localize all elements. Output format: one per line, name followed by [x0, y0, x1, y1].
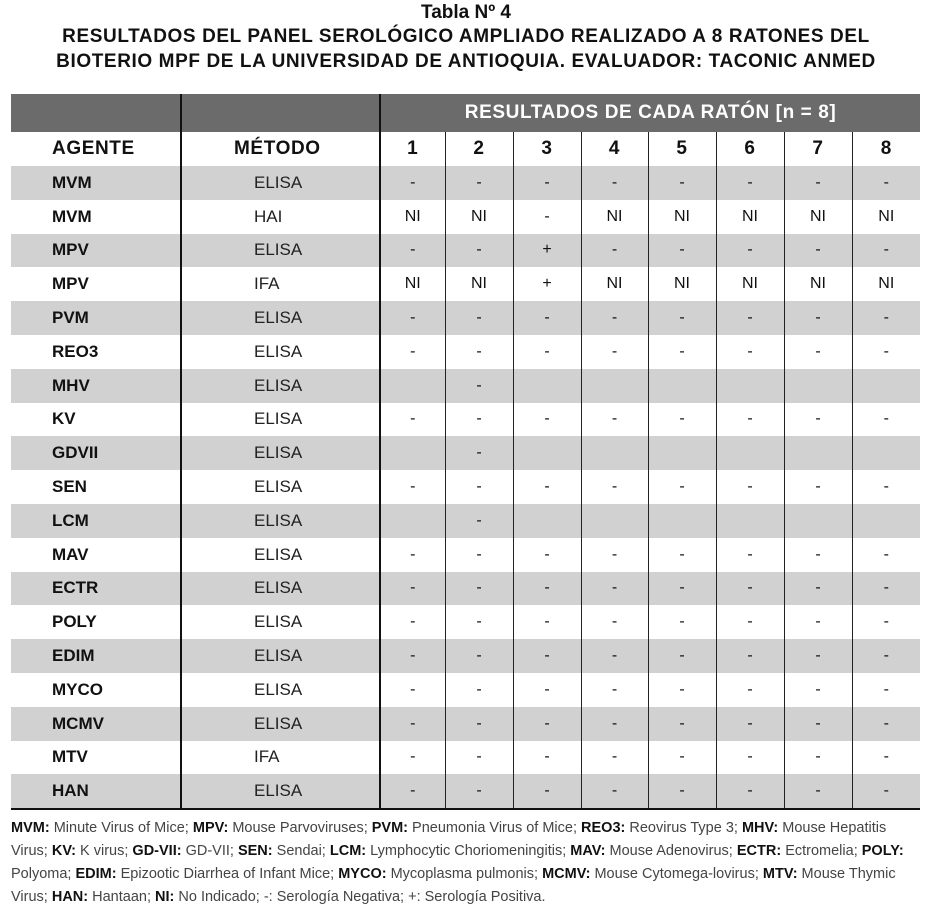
result-cell: -: [380, 774, 445, 809]
footnote-abbreviation: GD-VII:: [132, 843, 182, 859]
result-cell: -: [581, 301, 648, 335]
table-row: [11, 741, 920, 775]
result-cell: NI: [852, 267, 920, 301]
result-cell: -: [581, 470, 648, 504]
result-cell: -: [513, 403, 581, 437]
result-cell: [581, 369, 648, 403]
footnote-description: Mouse Cytomega-lovirus;: [590, 866, 763, 882]
method-cell: ELISA: [181, 436, 380, 470]
footnote-abbreviation: SEN:: [237, 843, 273, 859]
result-cell: -: [513, 166, 581, 200]
result-cell: NI: [581, 200, 648, 234]
agent-cell: LCM: [11, 504, 181, 538]
result-cell: -: [852, 166, 920, 200]
result-cell: -: [716, 538, 784, 572]
result-cell: -: [852, 774, 920, 809]
column-header-row: [11, 132, 920, 166]
footnote-abbreviation: POLY:: [861, 843, 904, 859]
footnote-abbreviation: MAV:: [570, 843, 606, 859]
result-cell: NI: [581, 267, 648, 301]
agent-cell: PVM: [11, 301, 181, 335]
result-cell: NI: [852, 200, 920, 234]
result-cell: -: [380, 403, 445, 437]
footnote-abbreviation: MVM:: [11, 820, 50, 836]
result-cell: [716, 504, 784, 538]
result-cell: -: [716, 673, 784, 707]
result-cell: +: [513, 234, 581, 268]
agent-cell: HAN: [11, 774, 181, 809]
result-cell: -: [380, 470, 445, 504]
result-cell: -: [648, 673, 716, 707]
table-row: [11, 301, 920, 335]
table-row: [11, 369, 920, 403]
footnote-description: Hantaan;: [88, 889, 156, 905]
result-cell: -: [852, 741, 920, 775]
result-cell: [513, 436, 581, 470]
results-header-band: [11, 94, 920, 132]
table-title-line-1: RESULTADOS DEL PANEL SEROLÓGICO AMPLIADO REALIZADO A 8 RATONES DEL: [62, 26, 870, 47]
result-cell: -: [716, 166, 784, 200]
table-row: [11, 605, 920, 639]
result-cell: -: [784, 470, 852, 504]
result-cell: [648, 369, 716, 403]
result-cell: [784, 436, 852, 470]
result-cell: -: [716, 572, 784, 606]
result-cell: -: [513, 707, 581, 741]
table-row: [11, 572, 920, 606]
result-cell: NI: [784, 200, 852, 234]
result-cell: [380, 436, 445, 470]
result-cell: -: [513, 538, 581, 572]
table-row: [11, 673, 920, 707]
footnote-abbreviation: LCM:: [329, 843, 367, 859]
result-cell: -: [716, 741, 784, 775]
mouse-number-header: 8: [852, 132, 920, 166]
footnote-abbreviation: MTV:: [762, 866, 798, 882]
method-cell: ELISA: [181, 403, 380, 437]
table-row: [11, 538, 920, 572]
footnote-abbreviation: REO3:: [581, 820, 626, 836]
agent-cell: POLY: [52, 612, 97, 632]
result-cell: -: [581, 741, 648, 775]
result-cell: -: [852, 639, 920, 673]
result-cell: -: [648, 335, 716, 369]
agent-cell: MHV: [11, 369, 181, 403]
result-cell: -: [784, 572, 852, 606]
footnote-description: Minute Virus of Mice;: [49, 820, 193, 836]
result-cell: -: [445, 673, 513, 707]
mouse-number-header: 2: [445, 132, 513, 166]
result-cell: -: [784, 639, 852, 673]
result-cell: -: [380, 707, 445, 741]
result-cell: [581, 504, 648, 538]
result-cell: -: [648, 572, 716, 606]
table-title-line-2: BIOTERIO MPF DE LA UNIVERSIDAD DE ANTIOQUIA. EVALUADOR: TACONIC ANMED: [56, 51, 876, 72]
result-cell: -: [380, 335, 445, 369]
result-cell: -: [716, 707, 784, 741]
method-cell: ELISA: [181, 470, 380, 504]
footnote-description: Mycoplasma pulmonis;: [386, 866, 543, 882]
result-cell: -: [581, 538, 648, 572]
method-cell: ELISA: [181, 166, 380, 200]
result-cell: -: [445, 774, 513, 809]
result-cell: -: [513, 572, 581, 606]
result-cell: -: [581, 166, 648, 200]
result-cell: -: [716, 774, 784, 809]
method-cell: IFA: [181, 267, 380, 301]
result-cell: -: [445, 436, 513, 470]
result-cell: -: [716, 234, 784, 268]
result-cell: -: [513, 335, 581, 369]
result-cell: [852, 436, 920, 470]
method-cell: ELISA: [181, 504, 380, 538]
result-cell: -: [513, 200, 581, 234]
result-cell: -: [784, 166, 852, 200]
method-cell: ELISA: [181, 774, 380, 809]
table-row: [11, 335, 920, 369]
result-cell: -: [380, 673, 445, 707]
mouse-number-header: 6: [716, 132, 784, 166]
footnote-description: Reovirus Type 3;: [625, 820, 742, 836]
footnote-abbreviation: PVM:: [371, 820, 409, 836]
table-row: [11, 470, 920, 504]
result-cell: -: [445, 470, 513, 504]
result-cell: NI: [380, 267, 445, 301]
result-cell: -: [513, 741, 581, 775]
mouse-number-header: 7: [784, 132, 852, 166]
result-cell: -: [648, 707, 716, 741]
footnote-abbreviation: MCMV:: [542, 866, 591, 882]
result-cell: -: [513, 301, 581, 335]
table-row: [11, 504, 920, 538]
table-title-block: [0, 0, 932, 74]
footnote-abbreviation: MHV:: [741, 820, 779, 836]
result-cell: NI: [445, 267, 513, 301]
result-cell: -: [513, 774, 581, 809]
footnote-abbreviation: KV:: [51, 843, 77, 859]
result-cell: -: [581, 234, 648, 268]
mouse-number-header: 4: [581, 132, 648, 166]
result-cell: -: [445, 605, 513, 639]
method-cell: ELISA: [181, 369, 380, 403]
result-cell: -: [380, 166, 445, 200]
result-cell: -: [648, 470, 716, 504]
result-cell: -: [852, 335, 920, 369]
footnote-abbreviation: NI:: [155, 889, 175, 905]
result-cell: NI: [648, 200, 716, 234]
result-cell: -: [445, 166, 513, 200]
result-cell: -: [852, 707, 920, 741]
method-cell: ELISA: [181, 301, 380, 335]
result-cell: -: [716, 403, 784, 437]
result-cell: -: [784, 335, 852, 369]
footnote-abbreviation: HAN:: [51, 889, 89, 905]
method-cell: ELISA: [181, 673, 380, 707]
band-empty-agent: [11, 94, 181, 132]
result-cell: -: [581, 639, 648, 673]
method-cell: ELISA: [181, 538, 380, 572]
result-cell: +: [513, 267, 581, 301]
method-cell: IFA: [181, 741, 380, 775]
result-cell: NI: [445, 200, 513, 234]
table-row: [11, 403, 920, 437]
result-cell: -: [784, 403, 852, 437]
result-cell: -: [380, 741, 445, 775]
table-row: [11, 267, 920, 301]
result-cell: -: [716, 470, 784, 504]
method-cell: ELISA: [181, 605, 380, 639]
result-cell: -: [852, 538, 920, 572]
table-row: [11, 774, 920, 809]
footnote-description: Lymphocytic Choriomeningitis;: [366, 843, 571, 859]
serology-table: [11, 94, 920, 810]
mouse-number-header: 5: [648, 132, 716, 166]
result-cell: [513, 369, 581, 403]
result-cell: -: [784, 301, 852, 335]
result-cell: -: [445, 639, 513, 673]
agent-cell: MTV: [52, 747, 88, 767]
agent-cell: MCMV: [11, 707, 181, 741]
result-cell: -: [513, 470, 581, 504]
result-cell: -: [380, 605, 445, 639]
result-cell: [380, 504, 445, 538]
result-cell: -: [581, 707, 648, 741]
agent-cell: MPV: [11, 234, 181, 268]
footnote-description: Polyoma;: [11, 866, 76, 882]
agent-cell: REO3: [52, 341, 99, 361]
table-number: Tabla Nº 4: [421, 2, 511, 23]
result-cell: NI: [784, 267, 852, 301]
result-cell: -: [648, 605, 716, 639]
method-cell: ELISA: [181, 572, 380, 606]
footnote-abbreviation: MYCO:: [338, 866, 387, 882]
method-cell: ELISA: [181, 639, 380, 673]
result-cell: -: [716, 605, 784, 639]
result-cell: -: [648, 741, 716, 775]
agent-cell: EDIM: [11, 639, 181, 673]
result-cell: -: [581, 403, 648, 437]
table-row: [11, 639, 920, 673]
result-cell: -: [581, 335, 648, 369]
result-cell: -: [513, 639, 581, 673]
footnote-abbreviation: ECTR:: [736, 843, 782, 859]
results-title: RESULTADOS DE CADA RATÓN [n = 8]: [380, 94, 920, 132]
agent-cell: GDVII: [11, 436, 181, 470]
result-cell: -: [852, 234, 920, 268]
footnote-description: Pneumonia Virus of Mice;: [408, 820, 582, 836]
result-cell: -: [445, 369, 513, 403]
method-cell: ELISA: [181, 234, 380, 268]
agent-cell: KV: [52, 409, 76, 429]
result-cell: [716, 369, 784, 403]
result-cell: [581, 436, 648, 470]
result-cell: [716, 436, 784, 470]
result-cell: -: [784, 538, 852, 572]
result-cell: [648, 436, 716, 470]
table-row: [11, 234, 920, 268]
footnote-description: Epizootic Diarrhea of Infant Mice;: [116, 866, 339, 882]
footnote-description: Ectromelia;: [781, 843, 862, 859]
abbreviations-footnote: [11, 817, 921, 909]
method-column-header: MÉTODO: [181, 132, 380, 166]
result-cell: [513, 504, 581, 538]
result-cell: NI: [648, 267, 716, 301]
result-cell: -: [648, 639, 716, 673]
result-cell: [784, 504, 852, 538]
result-cell: [784, 369, 852, 403]
result-cell: -: [648, 234, 716, 268]
result-cell: -: [445, 538, 513, 572]
footnote-description: Mouse Hepatitis Virus;: [11, 820, 887, 859]
footnote-abbreviation: EDIM:: [75, 866, 117, 882]
agent-cell: MYCO: [52, 679, 103, 699]
footnote-description: Mouse Adenovirus;: [605, 843, 737, 859]
result-cell: -: [784, 774, 852, 809]
footnote-description: Mouse Thymic Virus;: [11, 866, 896, 905]
result-cell: -: [852, 572, 920, 606]
footnote-abbreviation: MPV:: [192, 820, 229, 836]
result-cell: -: [648, 166, 716, 200]
result-cell: -: [445, 301, 513, 335]
result-cell: -: [445, 403, 513, 437]
table-row: [11, 436, 920, 470]
result-cell: -: [784, 707, 852, 741]
result-cell: -: [648, 774, 716, 809]
footnote-description: No Indicado; -: Serología Negativa; +: Serología Positiva.: [174, 889, 546, 905]
agent-cell: MPV: [52, 274, 89, 294]
result-cell: -: [445, 335, 513, 369]
table-row: [11, 200, 920, 234]
result-cell: -: [380, 538, 445, 572]
result-cell: -: [716, 639, 784, 673]
result-cell: -: [648, 301, 716, 335]
result-cell: [852, 369, 920, 403]
result-cell: -: [852, 673, 920, 707]
result-cell: -: [581, 605, 648, 639]
result-cell: -: [852, 403, 920, 437]
result-cell: -: [648, 538, 716, 572]
agent-cell: SEN: [52, 477, 87, 497]
mouse-number-header: 3: [513, 132, 581, 166]
result-cell: -: [852, 301, 920, 335]
result-cell: -: [784, 741, 852, 775]
agent-cell: MAV: [52, 544, 89, 564]
footnote-description: K virus;: [76, 843, 133, 859]
table-row: [11, 707, 920, 741]
method-cell: HAI: [181, 200, 380, 234]
result-cell: -: [445, 707, 513, 741]
result-cell: -: [784, 605, 852, 639]
method-cell: ELISA: [181, 707, 380, 741]
result-cell: -: [380, 639, 445, 673]
result-cell: -: [581, 572, 648, 606]
footnote-description: Mouse Parvoviruses;: [228, 820, 372, 836]
agent-cell: MVM: [52, 206, 92, 226]
result-cell: -: [513, 673, 581, 707]
result-cell: -: [784, 234, 852, 268]
result-cell: [852, 504, 920, 538]
result-cell: -: [716, 335, 784, 369]
result-cell: NI: [716, 200, 784, 234]
table-row: [11, 166, 920, 200]
agent-cell: MVM: [11, 166, 181, 200]
agent-cell: ECTR: [11, 572, 181, 606]
result-cell: [380, 369, 445, 403]
result-cell: -: [852, 605, 920, 639]
result-cell: NI: [716, 267, 784, 301]
result-cell: -: [445, 504, 513, 538]
result-cell: -: [380, 301, 445, 335]
result-cell: [648, 504, 716, 538]
result-cell: -: [784, 673, 852, 707]
footnote-description: Sendai;: [272, 843, 330, 859]
result-cell: -: [648, 403, 716, 437]
result-cell: NI: [380, 200, 445, 234]
band-empty-method: [181, 94, 380, 132]
result-cell: -: [380, 572, 445, 606]
result-cell: -: [445, 572, 513, 606]
result-cell: -: [581, 774, 648, 809]
result-cell: -: [513, 605, 581, 639]
mouse-number-header: 1: [380, 132, 445, 166]
result-cell: -: [445, 234, 513, 268]
result-cell: -: [581, 673, 648, 707]
method-cell: ELISA: [181, 335, 380, 369]
result-cell: -: [445, 741, 513, 775]
footnote-description: GD-VII;: [181, 843, 238, 859]
result-cell: -: [716, 301, 784, 335]
agent-column-header: AGENTE: [52, 138, 135, 159]
result-cell: -: [380, 234, 445, 268]
result-cell: -: [852, 470, 920, 504]
